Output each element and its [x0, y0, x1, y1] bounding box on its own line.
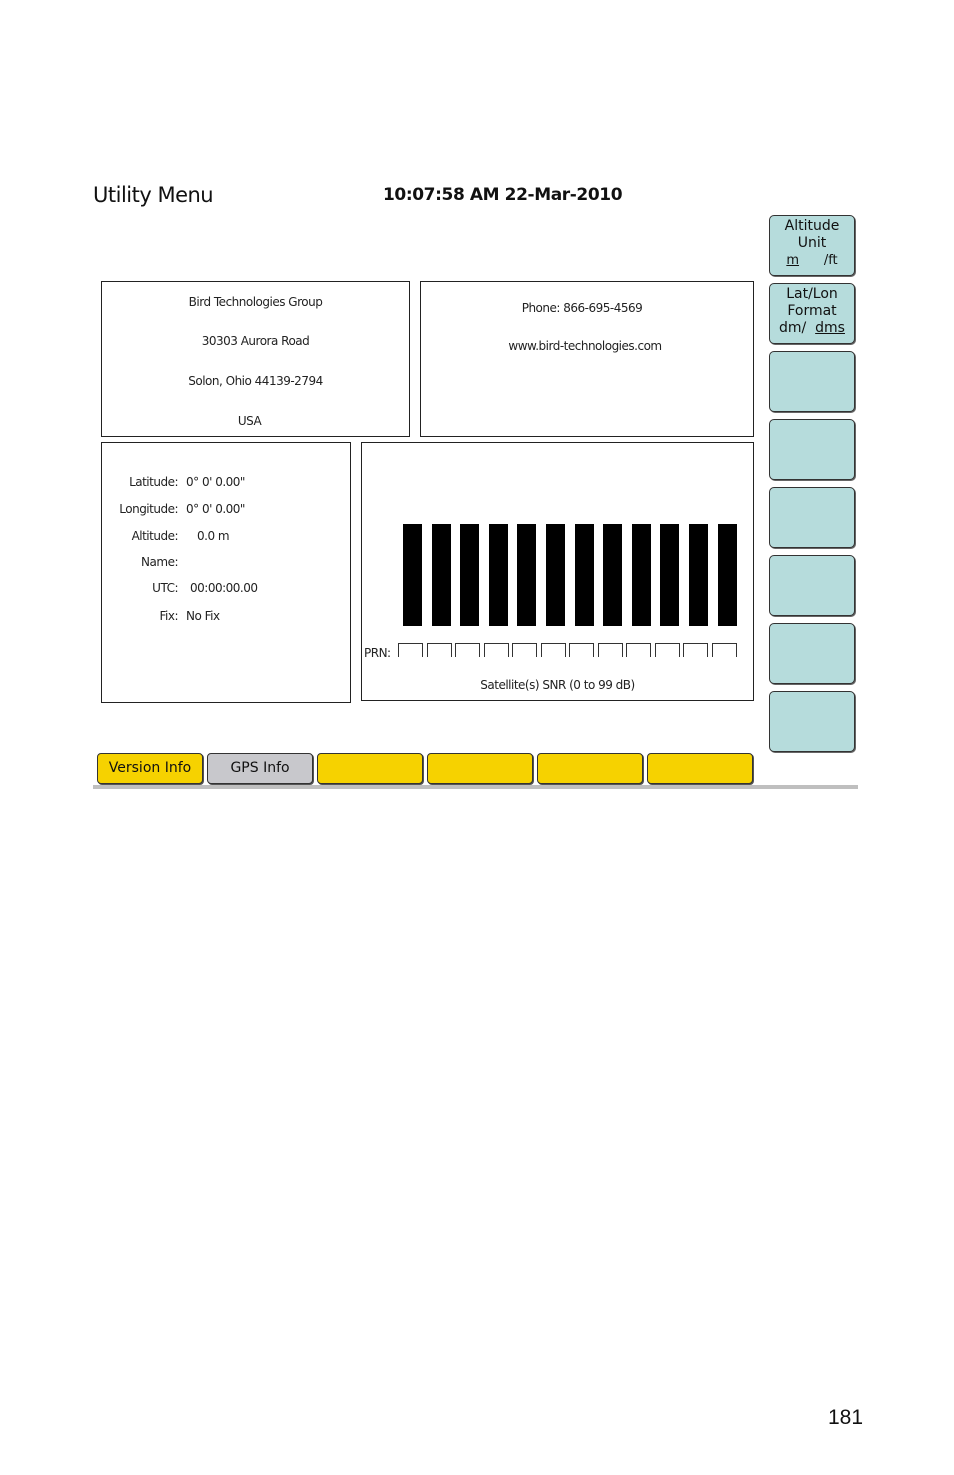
- prn-slot-11: [683, 643, 708, 657]
- longitude-label: Longitude:: [119, 502, 178, 516]
- phone-number: Phone: 866-695-4569: [521, 301, 643, 315]
- snr-bar-11: [689, 524, 708, 626]
- address-panel: [101, 281, 410, 437]
- softkey-7[interactable]: [769, 623, 855, 684]
- altitude-label: Altitude:: [131, 529, 178, 543]
- prn-slot-1: [398, 643, 423, 657]
- website: www.bird-technologies.com: [508, 339, 662, 353]
- utc-label: UTC:: [152, 581, 178, 595]
- softkey-4[interactable]: [769, 419, 855, 480]
- fix-label: Fix:: [159, 609, 178, 623]
- snr-bar-5: [517, 524, 536, 626]
- snr-bar-12: [718, 524, 737, 626]
- snr-bar-7: [575, 524, 594, 626]
- tab-empty-6[interactable]: [647, 753, 753, 784]
- name-label: Name:: [141, 555, 178, 569]
- altitude-unit-line1: Altitude: [784, 218, 840, 234]
- snr-bar-8: [603, 524, 622, 626]
- altitude-unit-button[interactable]: [769, 215, 855, 276]
- softkey-8[interactable]: [769, 691, 855, 752]
- latlon-format-dms: dms: [815, 320, 845, 336]
- altitude-unit-ft: /ft: [823, 253, 838, 268]
- snr-bar-1: [403, 524, 422, 626]
- latlon-format-dm: dm/: [779, 320, 807, 336]
- altitude-value: 0.0 m: [197, 529, 230, 543]
- prn-slot-6: [541, 643, 566, 657]
- tab-version-info[interactable]: Version Info: [97, 753, 203, 784]
- fix-value: No Fix: [186, 609, 220, 623]
- tab-empty-3[interactable]: [317, 753, 423, 784]
- latlon-format-button[interactable]: [769, 283, 855, 344]
- altitude-unit-m: m: [786, 253, 800, 268]
- latlon-format-line1: Lat/Lon: [786, 286, 838, 302]
- footer-divider: [93, 785, 858, 789]
- snr-bar-3: [460, 524, 479, 626]
- tab-empty-5[interactable]: [537, 753, 643, 784]
- street-address: 30303 Aurora Road: [201, 334, 310, 348]
- page-title: Utility Menu: [93, 183, 214, 207]
- latitude-value: 0° 0' 0.00": [186, 475, 245, 489]
- longitude-value: 0° 0' 0.00": [186, 502, 245, 516]
- gps-info-panel: [101, 442, 351, 703]
- snr-bar-10: [660, 524, 679, 626]
- tab-gps-info[interactable]: GPS Info: [207, 753, 313, 784]
- softkey-3[interactable]: [769, 351, 855, 412]
- city-address: Solon, Ohio 44139-2794: [188, 374, 323, 388]
- prn-label: PRN:: [364, 646, 391, 660]
- prn-slot-4: [484, 643, 509, 657]
- prn-slot-10: [655, 643, 680, 657]
- prn-slot-7: [569, 643, 594, 657]
- prn-slot-3: [455, 643, 480, 657]
- contact-panel: [420, 281, 754, 437]
- prn-slot-8: [598, 643, 623, 657]
- prn-slot-5: [512, 643, 537, 657]
- country: USA: [237, 414, 262, 428]
- latitude-label: Latitude:: [129, 475, 178, 489]
- utc-value: 00:00:00.00: [190, 581, 258, 595]
- snr-bar-2: [432, 524, 451, 626]
- softkey-6[interactable]: [769, 555, 855, 616]
- prn-slot-9: [626, 643, 651, 657]
- company-name: Bird Technologies Group: [188, 295, 323, 309]
- snr-bar-9: [632, 524, 651, 626]
- snr-bar-6: [546, 524, 565, 626]
- snr-caption: Satellite(s) SNR (0 to 99 dB): [480, 678, 635, 692]
- prn-slot-12: [712, 643, 737, 657]
- snr-bar-4: [489, 524, 508, 626]
- prn-slot-2: [427, 643, 452, 657]
- softkey-5[interactable]: [769, 487, 855, 548]
- page-number: 181: [828, 1406, 864, 1429]
- tab-empty-4[interactable]: [427, 753, 533, 784]
- altitude-unit-line2: Unit: [797, 235, 827, 251]
- latlon-format-line2: Format: [787, 303, 837, 319]
- clock-datetime: 10:07:58 AM 22-Mar-2010: [383, 185, 623, 205]
